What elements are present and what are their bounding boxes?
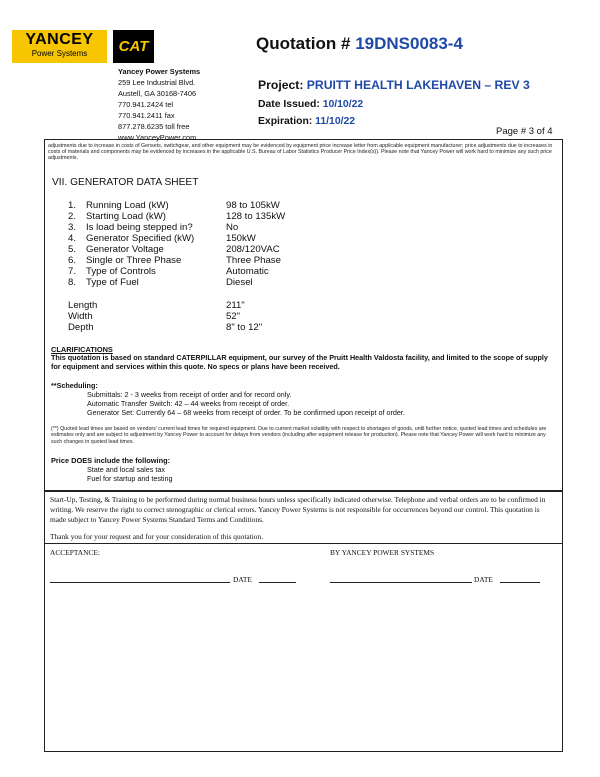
phone-tel: 770.941.2424 tel (118, 100, 174, 109)
project-label: Project: (258, 78, 304, 92)
quotation-number: 19DNS0083-4 (355, 34, 463, 53)
spec-num: 3. (68, 222, 77, 233)
yancey-date-line[interactable] (500, 582, 540, 583)
address-line: 259 Lee Industrial Blvd. (118, 78, 196, 87)
spec-value: No (226, 222, 239, 233)
dimension-label: Length (68, 300, 98, 311)
spec-label: Type of Controls (86, 266, 156, 277)
by-yancey-label: BY YANCEY POWER SYSTEMS (330, 548, 435, 557)
phone-toll-free: 877.278.6235 toll free (118, 122, 190, 131)
spec-num: 8. (68, 277, 77, 288)
spec-value: Diesel (226, 277, 253, 288)
company-name: Yancey Power Systems (118, 67, 201, 76)
address-line: Austell, GA 30168-7406 (118, 89, 197, 98)
yancey-date-label: DATE (474, 575, 493, 584)
spec-label: Type of Fuel (86, 277, 139, 288)
project-name: PRUITT HEALTH LAKEHAVEN – REV 3 (306, 78, 530, 92)
terms-box (44, 490, 563, 752)
scheduling-item: Generator Set: Currently 64 – 68 weeks from receipt of order. To be confirmed upon receipt of order. (87, 408, 405, 417)
spec-num: 2. (68, 211, 77, 222)
expiration-value: 11/10/22 (315, 116, 356, 127)
cat-logo-text: CAT (118, 38, 149, 55)
scheduling-item: Automatic Transfer Switch: 42 – 44 weeks from receipt of order. (87, 399, 290, 408)
spec-label: Is load being stepped in? (86, 222, 193, 233)
price-includes-heading: Price DOES include the following: (51, 456, 171, 465)
customer-signature-line[interactable] (50, 582, 230, 583)
date-issued-value: 10/10/22 (322, 99, 364, 110)
terms-divider (44, 543, 563, 544)
dimension-value: 8" to 12" (226, 322, 263, 333)
spec-num: 7. (68, 266, 77, 277)
thank-you-text: Thank you for your request and for your consideration of this quotation. (50, 532, 264, 541)
spec-value: Automatic (226, 266, 269, 277)
project-line (258, 78, 530, 92)
date-issued-label: Date Issued: (258, 99, 320, 110)
spec-label: Single or Three Phase (86, 255, 182, 266)
terms-text: Start-Up, Testing, & Training to be performed during normal business hours unless specifically indicated otherwise. Telephone and verbal orders are to be confirmed in writing. We reserve the right to correct stenographic or clerical errors. Yancey Power Systems is not responsible for occurrences beyond our control. This quotation is made subject to Yancey Power Systems Standard Terms and Conditions. (50, 495, 546, 524)
spec-value: 98 to 105kW (226, 200, 280, 211)
yancey-logo-subtext: Power Systems (31, 49, 88, 58)
spec-label: Generator Specified (kW) (86, 233, 195, 244)
lead-time-note: (**) Quoted lead times are based on vendors' current lead times for required equipment. Due to current market volatility with respect to shortages of goods, until further notice, quoted lead times and schedules are estimates only and are subject to adjustment by Yancey Power to account for delays from vendors (including after equipment release for production). Please note that Yancey Power will work hard to minimize any such changes in quoted lead times. (51, 426, 547, 445)
date-issued-line (258, 99, 363, 110)
website: www.YanceyPower.com (118, 133, 197, 142)
quotation-title (256, 34, 463, 54)
phone-fax: 770.941.2411 fax (118, 111, 175, 120)
yancey-logo (12, 30, 107, 63)
price-item: Fuel for startup and testing (87, 474, 173, 483)
spec-label: Starting Load (kW) (86, 211, 166, 222)
spec-num: 6. (68, 255, 77, 266)
scheduling-item: Submittals: 2 - 3 weeks from receipt of order and for record only. (87, 390, 292, 399)
customer-date-line[interactable] (259, 582, 296, 583)
dimension-label: Width (68, 311, 93, 322)
expiration-line (258, 116, 355, 127)
dimension-value: 52" (226, 311, 241, 322)
spec-value: Three Phase (226, 255, 281, 266)
page-number: Page # 3 of 4 (496, 126, 553, 137)
clarifications-text: This quotation is based on standard CATERPILLAR equipment, our survey of the Pruitt Health Valdosta facility, and limited to the scope of supply for equipment and services within this quote. No specs or plans have been received. (51, 353, 548, 371)
quotation-label: Quotation # (256, 34, 351, 53)
spec-value: 208/120VAC (226, 244, 280, 255)
cat-logo (113, 30, 154, 63)
spec-num: 4. (68, 233, 77, 244)
spec-value: 128 to 135kW (226, 211, 286, 222)
spec-num: 5. (68, 244, 77, 255)
spec-num: 1. (68, 200, 77, 211)
intro-text: adjustments due to increase in costs of Gensets, switchgear, and other equipment may be evidenced by equipment price increase letter from applicable equipment manufacturer; price adjustments due to increases in costs of materials and components may be evidenced by increases in the applicable U.S. Bureau of Labor Statistics Producer Price Index(s)). Please note that Yancey Power will work hard to minimize any such price adjustments. (48, 143, 553, 162)
scheduling-heading: **Scheduling: (51, 381, 98, 390)
dimension-label: Depth (68, 322, 94, 333)
customer-date-label: DATE (233, 575, 252, 584)
yancey-signature-line[interactable] (330, 582, 472, 583)
spec-label: Generator Voltage (86, 244, 164, 255)
clarifications-heading: CLARIFICATIONS (51, 345, 113, 354)
acceptance-label: ACCEPTANCE: (50, 548, 100, 557)
section-title: VII. GENERATOR DATA SHEET (52, 177, 199, 188)
spec-value: 150kW (226, 233, 256, 244)
spec-label: Running Load (kW) (86, 200, 169, 211)
dimension-value: 211" (226, 300, 245, 311)
yancey-logo-text: YANCEY (25, 31, 94, 48)
price-item: State and local sales tax (87, 465, 165, 474)
expiration-label: Expiration: (258, 116, 313, 127)
